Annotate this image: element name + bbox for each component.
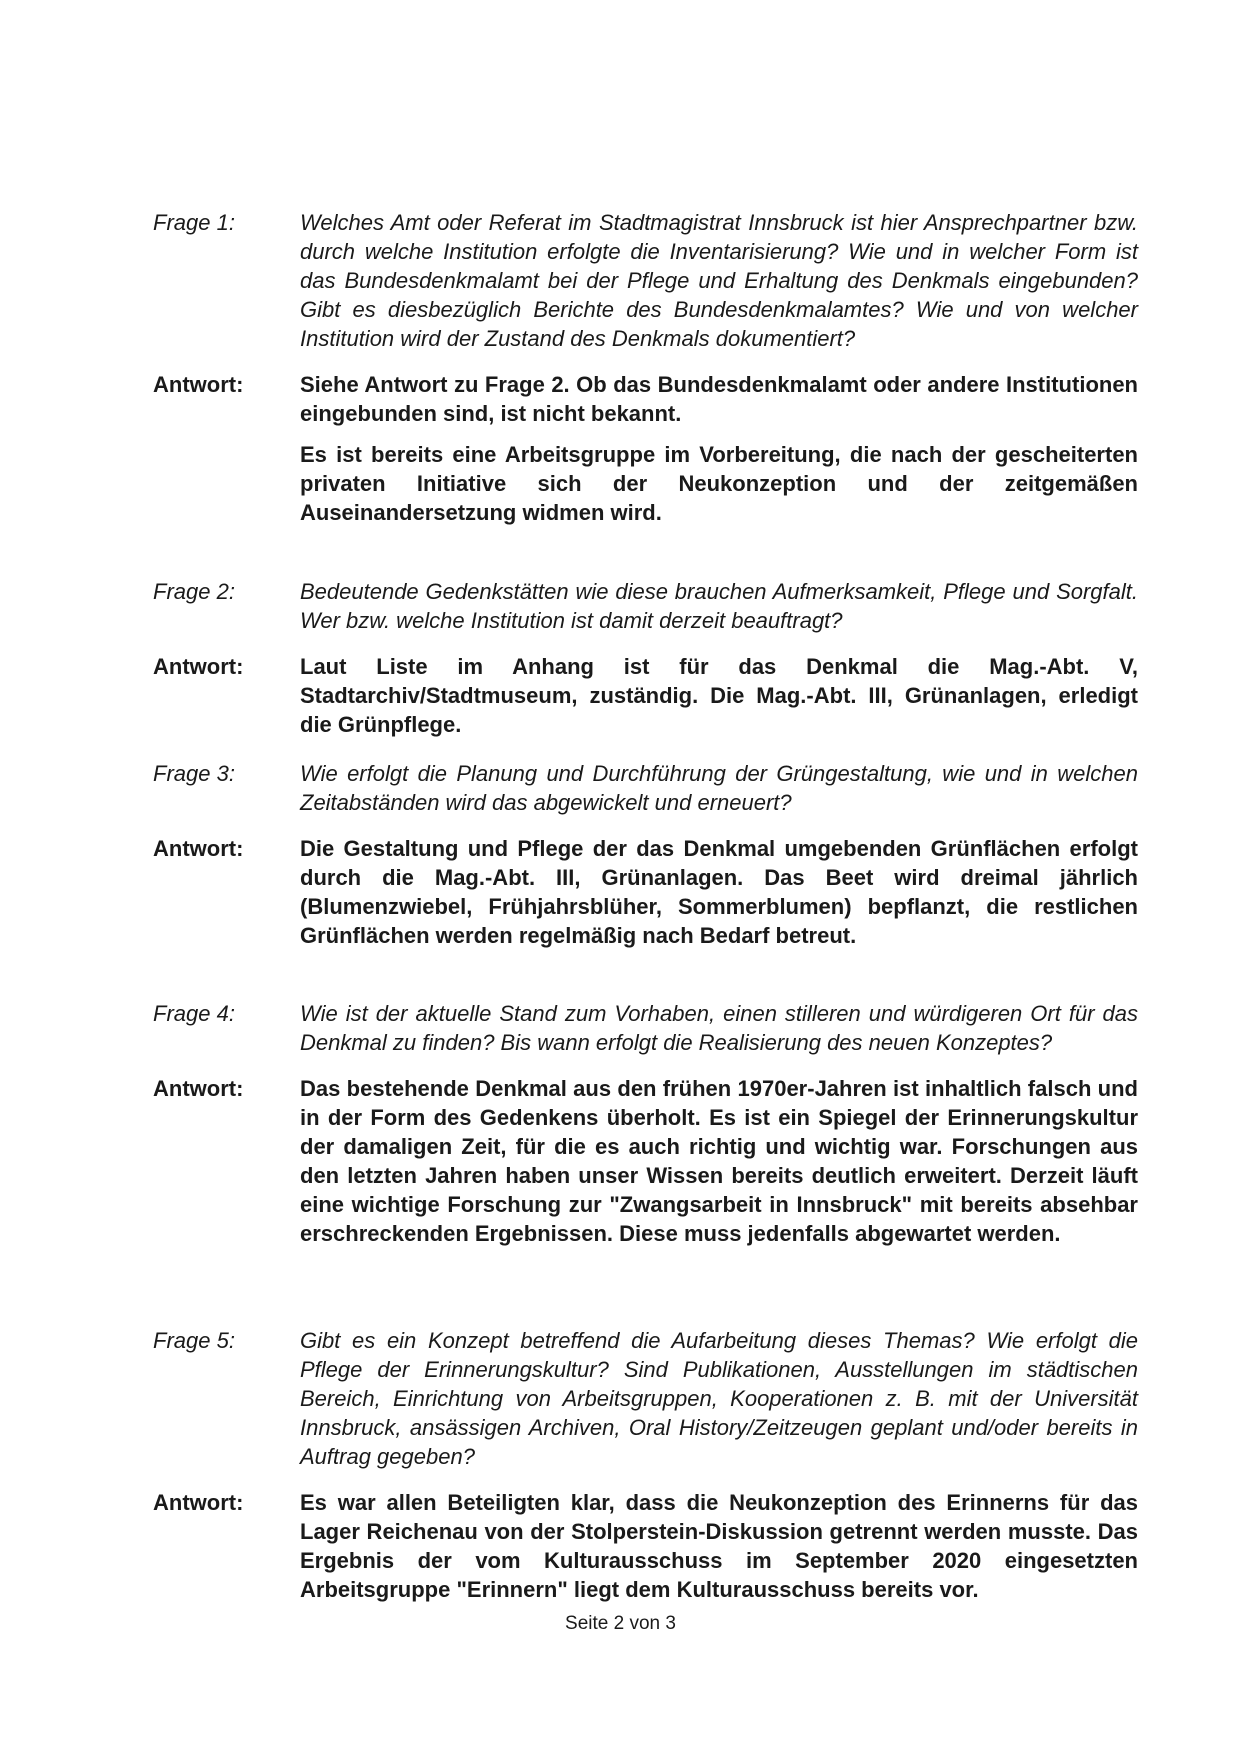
page-number: Seite 2 von 3	[565, 1613, 676, 1634]
question-row	[153, 999, 1138, 1057]
question-text: Bedeutende Gedenkstätten wie diese brauchen Aufmerksamkeit, Pflege und Sorgfalt. Wer bzw. welche Institution ist damit derzeit beauftragt?	[300, 579, 1138, 633]
answer-row	[153, 652, 1138, 739]
question-label: Frage 4:	[153, 1001, 235, 1026]
answer-text: Das bestehende Denkmal aus den frühen 1970er-Jahren ist inhaltlich falsch und in der Form des Gedenkens überholt. Es ist ein Spiegel der Erinnerungskultur der damaligen Zeit, für die es auch richtig und wichtig war. Forschungen aus den letzten Jahren haben unser Wissen bereits deutlich erweitert. Derzeit läuft eine wichtige Forschung zur "Zwangsarbeit in Innsbruck" mit bereits absehbar erschreckenden Ergebnissen. Diese muss jedenfalls abgewartet werden.	[300, 1076, 1138, 1246]
answer-label: Antwort:	[153, 1076, 244, 1101]
question-row	[153, 759, 1138, 817]
question-text: Welches Amt oder Referat im Stadtmagistrat Innsbruck ist hier Ansprechpartner bzw. durch welche Institution erfolgte die Inventarisierung? Wie und in welcher Form ist das Bundesdenkmalamt bei der Pflege und Erhaltung des Denkmals eingebunden? Gibt es diesbezüglich Berichte des Bundesdenkmalamtes? Wie und von welcher Institution wird der Zustand des Denkmals dokumentiert?	[300, 210, 1138, 351]
question-label: Frage 2:	[153, 579, 235, 604]
qa-block-4	[153, 999, 1138, 1248]
qa-block-5	[153, 1326, 1138, 1604]
question-row	[153, 1326, 1138, 1471]
answer-text: Laut Liste im Anhang ist für das Denkmal die Mag.-Abt. V, Stadtarchiv/Stadtmuseum, zuständig. Die Mag.-Abt. III, Grünanlagen, erledigt die Grünpflege.	[300, 654, 1138, 737]
answer-row	[153, 1074, 1138, 1248]
answer-text-2: Es ist bereits eine Arbeitsgruppe im Vorbereitung, die nach der gescheiterten privaten Initiative sich der Neukonzeption und der zeitgemäßen Auseinandersetzung widmen wird.	[300, 442, 1138, 525]
question-text: Wie ist der aktuelle Stand zum Vorhaben, einen stilleren und würdigeren Ort für das Denkmal zu finden? Bis wann erfolgt die Realisierung des neuen Konzeptes?	[300, 1001, 1138, 1055]
question-label: Frage 1:	[153, 210, 235, 235]
answer-row	[153, 834, 1138, 950]
qa-block-3	[153, 759, 1138, 950]
answer-text-wrap	[300, 370, 1138, 527]
question-label: Frage 5:	[153, 1328, 235, 1353]
qa-block-2	[153, 577, 1138, 739]
answer-text: Es war allen Beteiligten klar, dass die Neukonzeption des Erinnerns für das Lager Reichenau von der Stolperstein-Diskussion getrennt werden musste. Das Ergebnis der vom Kulturausschuss im September 2020 eingesetzten Arbeitsgruppe "Erinnern" liegt dem Kulturausschuss bereits vor.	[300, 1490, 1138, 1602]
question-text: Wie erfolgt die Planung und Durchführung der Grüngestaltung, wie und in welchen Zeitabständen wird das abgewickelt und erneuert?	[300, 761, 1138, 815]
question-label: Frage 3:	[153, 761, 235, 786]
question-row	[153, 577, 1138, 635]
question-text: Gibt es ein Konzept betreffend die Aufarbeitung dieses Themas? Wie erfolgt die Pflege der Erinnerungskultur? Sind Publikationen, Ausstellungen im städtischen Bereich, Einrichtung von Arbeitsgruppen, Kooperationen z. B. mit der Universität Innsbruck, ansässigen Archiven, Oral History/Zeitzeugen geplant und/oder bereits in Auftrag gegeben?	[300, 1328, 1138, 1469]
answer-label: Antwort:	[153, 836, 244, 861]
answer-label: Antwort:	[153, 1490, 244, 1515]
answer-text: Die Gestaltung und Pflege der das Denkmal umgebenden Grünflächen erfolgt durch die Mag.-Abt. III, Grünanlagen. Das Beet wird dreimal jährlich (Blumenzwiebel, Frühjahrsblüher, Sommerblumen) bepflanzt, die restlichen Grünflächen werden regelmäßig nach Bedarf betreut.	[300, 836, 1138, 948]
answer-text: Siehe Antwort zu Frage 2. Ob das Bundesdenkmalamt oder andere Institutionen eingebunden sind, ist nicht bekannt.	[300, 372, 1138, 426]
question-row	[153, 208, 1138, 353]
answer-label: Antwort:	[153, 372, 244, 397]
answer-row	[153, 1488, 1138, 1604]
answer-row	[153, 370, 1138, 527]
qa-block-1	[153, 208, 1138, 527]
answer-label: Antwort:	[153, 654, 244, 679]
